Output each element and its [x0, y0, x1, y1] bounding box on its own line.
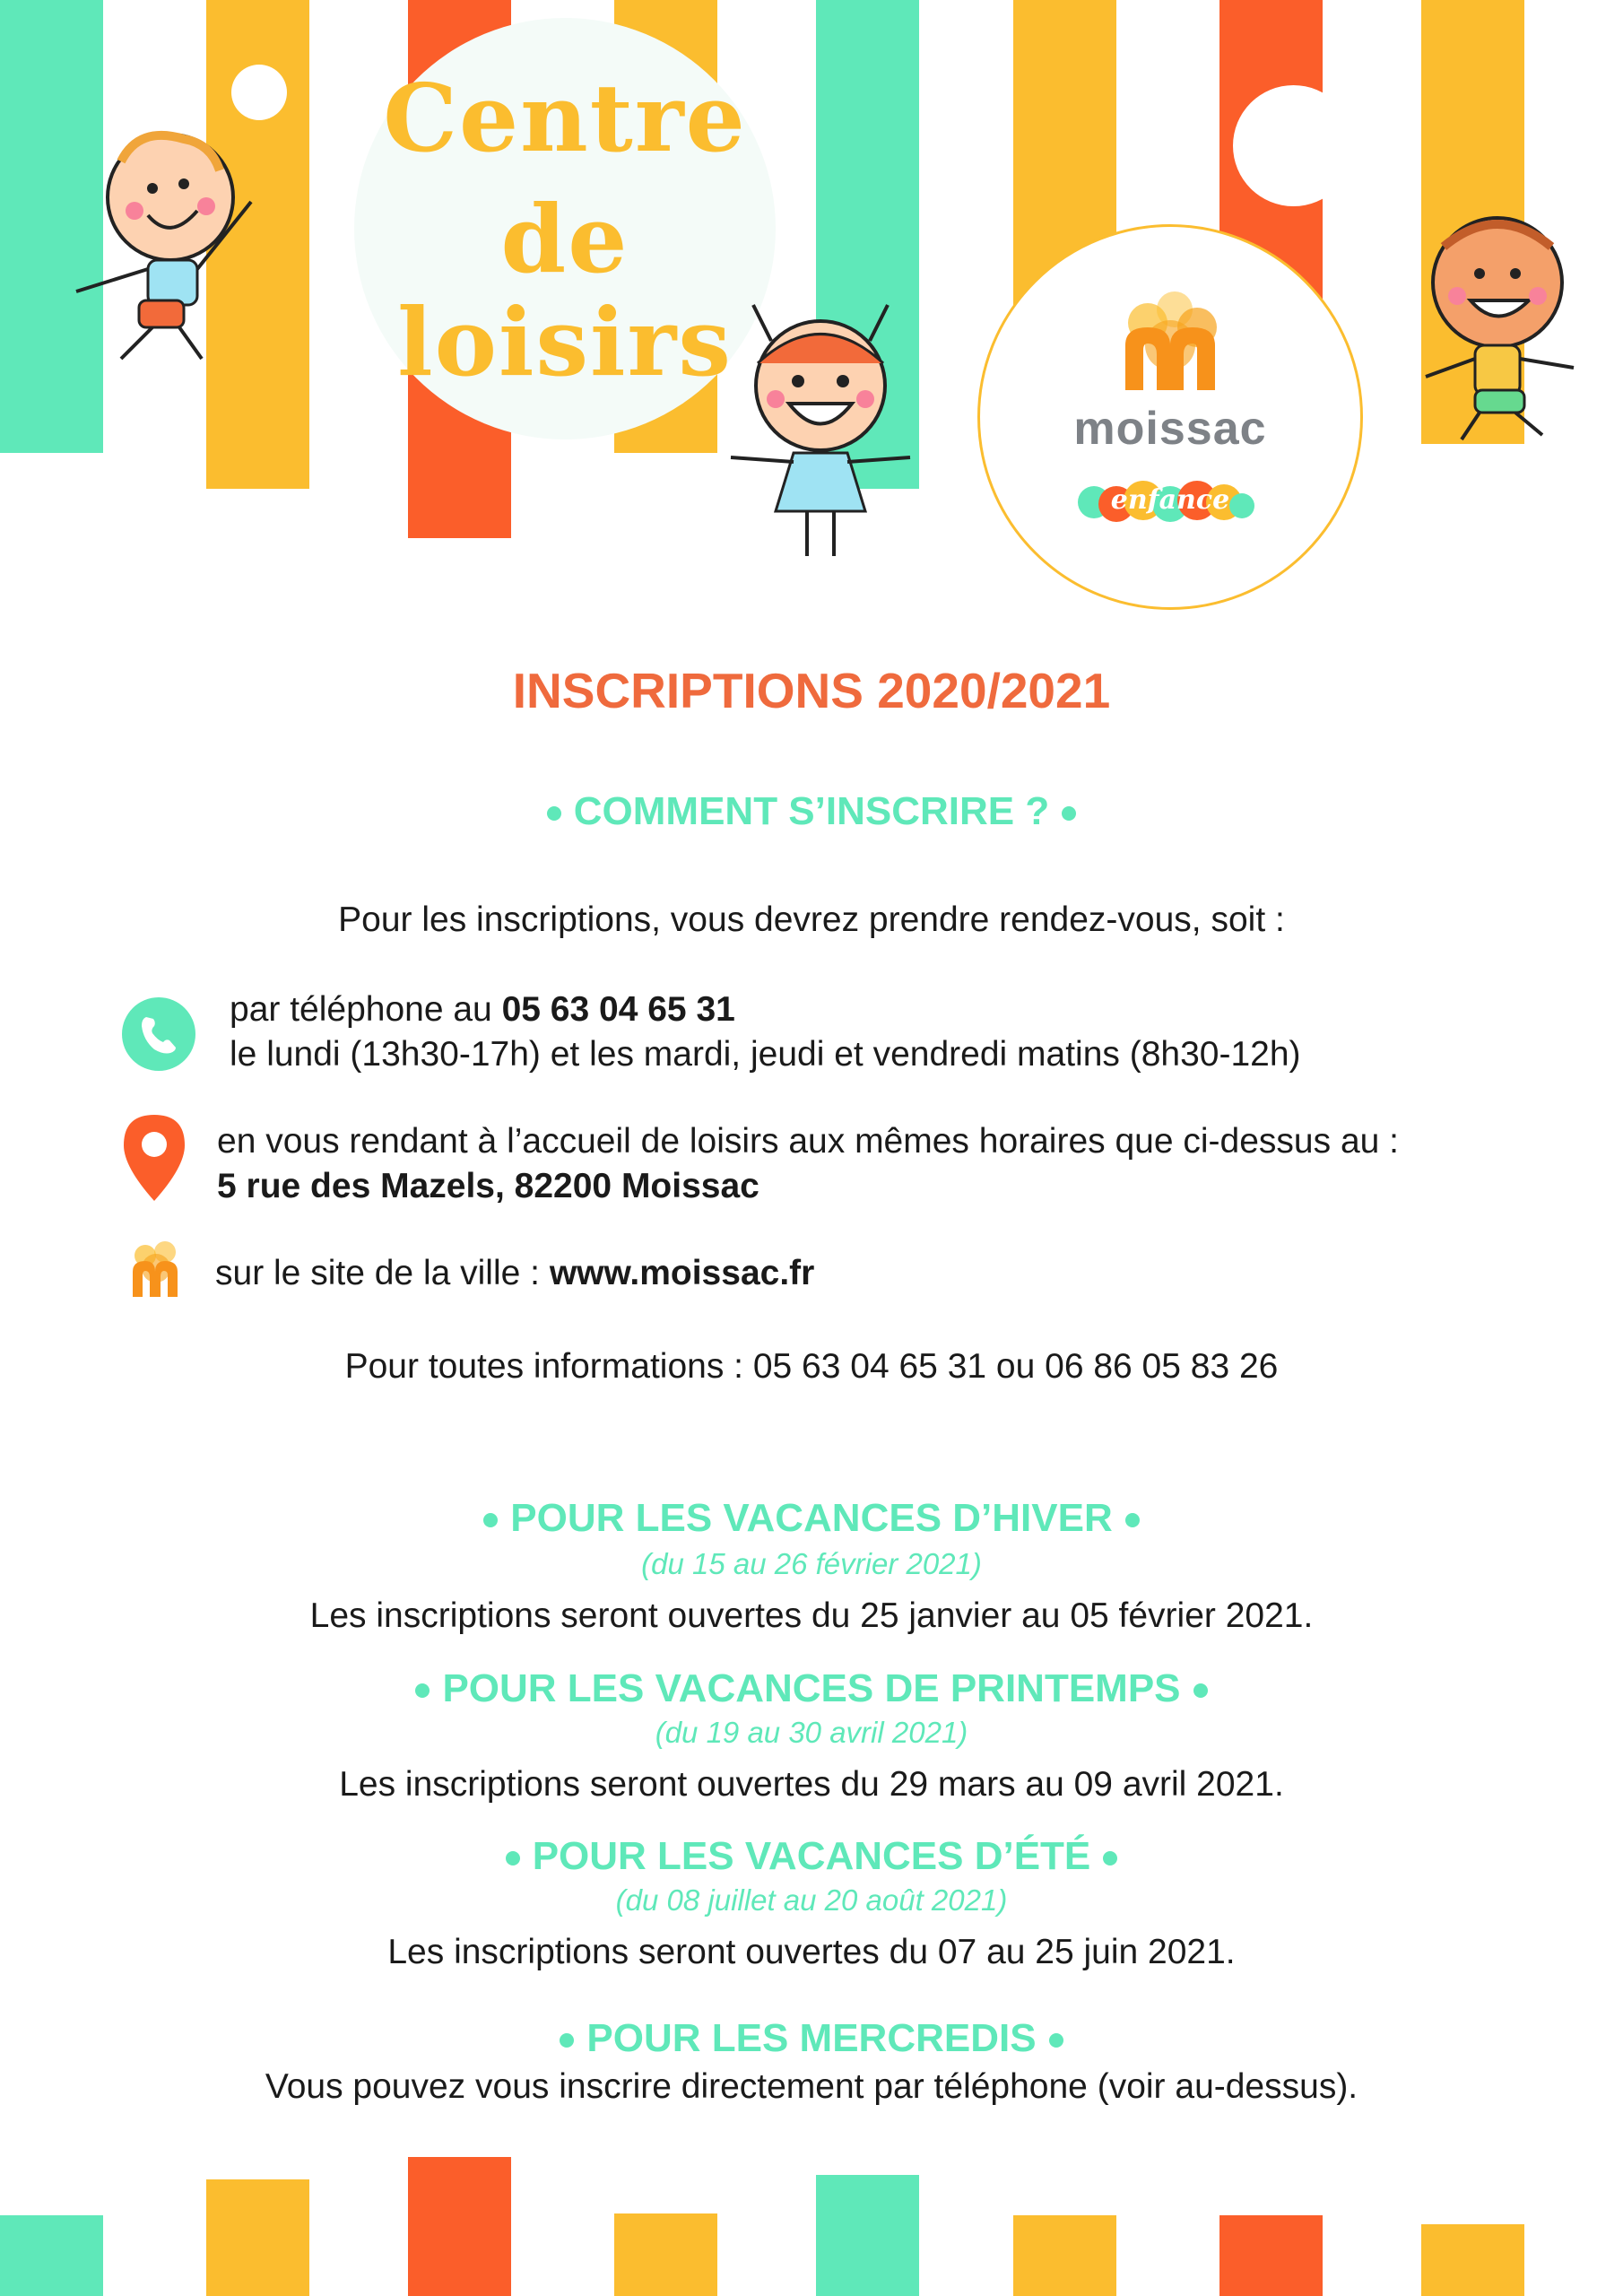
decorative-dot — [231, 65, 287, 120]
title-line-loisirs: loisirs — [397, 287, 733, 397]
info-line: Pour toutes informations : 05 63 04 65 31 ou 06 86 05 83 26 — [344, 1347, 1279, 1386]
visit-line: en vous rendant à l’accueil de loisirs aux mêmes horaires que ci-dessus au : — [217, 1122, 1400, 1161]
section-text: Les inscriptions seront ouvertes du 29 mars au 09 avril 2021. — [339, 1765, 1284, 1804]
kid-illustration-right — [1408, 211, 1587, 444]
bullet-dot — [1062, 806, 1076, 821]
section-dates: (du 08 juillet au 20 août 2021) — [615, 1883, 1008, 1917]
website-link[interactable]: www.moissac.fr — [549, 1254, 815, 1292]
intro-text: Pour les inscriptions, vous devrez prendre rendez-vous, soit : — [338, 900, 1285, 939]
visit-address: 5 rue des Mazels, 82200 Moissac — [217, 1167, 759, 1205]
section-text: Vous pouvez vous inscrire directement par téléphone (voir au-dessus). — [265, 2067, 1358, 2106]
bottom-stripe — [0, 2215, 103, 2296]
phone-icon — [122, 997, 195, 1071]
kid-illustration-left — [67, 126, 273, 377]
web-line — [215, 1251, 1471, 1296]
section-dates: (du 15 au 26 février 2021) — [641, 1547, 982, 1580]
phone-number: 05 63 04 65 31 — [501, 990, 735, 1029]
section-title-hiver — [0, 1496, 1623, 1541]
how-to-title: COMMENT S’INSCRIRE ? — [573, 789, 1050, 833]
bottom-stripe — [614, 2213, 717, 2296]
section-text: Les inscriptions seront ouvertes du 25 janvier au 05 février 2021. — [309, 1596, 1314, 1635]
bullet-dot — [1103, 1851, 1117, 1866]
moissac-logo-mark — [1107, 291, 1233, 399]
moissac-small-logo-icon — [126, 1238, 185, 1300]
bottom-stripe — [1421, 2224, 1524, 2296]
bottom-stripe — [816, 2175, 919, 2296]
title-line-centre: Centre — [383, 63, 747, 173]
bottom-stripe — [206, 2179, 309, 2296]
bullet-dot — [506, 1851, 520, 1866]
phone-prefix: par téléphone au — [230, 990, 502, 1029]
section-dates: (du 19 au 30 avril 2021) — [655, 1716, 968, 1749]
bullet-dot — [1049, 2033, 1063, 2048]
bullet-dot — [415, 1683, 430, 1698]
section-title: POUR LES MERCREDIS — [586, 2016, 1037, 2060]
bullet-dot — [547, 806, 561, 821]
section-title: POUR LES VACANCES DE PRINTEMPS — [442, 1666, 1181, 1710]
bullet-dot — [560, 2033, 574, 2048]
bullet-dot — [1193, 1683, 1208, 1698]
section-title-ete — [0, 1834, 1623, 1879]
bullet-dot — [483, 1513, 498, 1527]
logo-tag: enfance — [1110, 484, 1230, 516]
bottom-stripe — [1219, 2215, 1323, 2296]
bullet-dot — [1125, 1513, 1140, 1527]
bottom-stripe — [1013, 2215, 1116, 2296]
section-title-printemps — [0, 1666, 1623, 1711]
kid-illustration-middle — [717, 287, 924, 565]
decorative-dot — [1233, 85, 1354, 206]
section-title-mercredis — [0, 2016, 1623, 2061]
visit-block — [217, 1119, 1598, 1209]
location-pin-icon — [124, 1115, 185, 1201]
logo-name: moissac — [1073, 403, 1267, 455]
phone-block — [230, 987, 1575, 1077]
bottom-stripe — [408, 2157, 511, 2296]
section-title: POUR LES VACANCES D’ÉTÉ — [532, 1834, 1091, 1878]
section-title: POUR LES VACANCES D’HIVER — [510, 1496, 1113, 1540]
section-text: Les inscriptions seront ouvertes du 07 au 25 juin 2021. — [387, 1933, 1236, 1971]
section-title-how-to — [0, 789, 1623, 834]
phone-line — [230, 987, 1575, 1032]
web-prefix: sur le site de la ville : — [215, 1254, 550, 1292]
title-line-de: de — [500, 184, 629, 294]
phone-hours: le lundi (13h30-17h) et les mardi, jeudi et vendredi matins (8h30-12h) — [230, 1035, 1301, 1074]
main-title: INSCRIPTIONS 2020/2021 — [512, 663, 1111, 718]
